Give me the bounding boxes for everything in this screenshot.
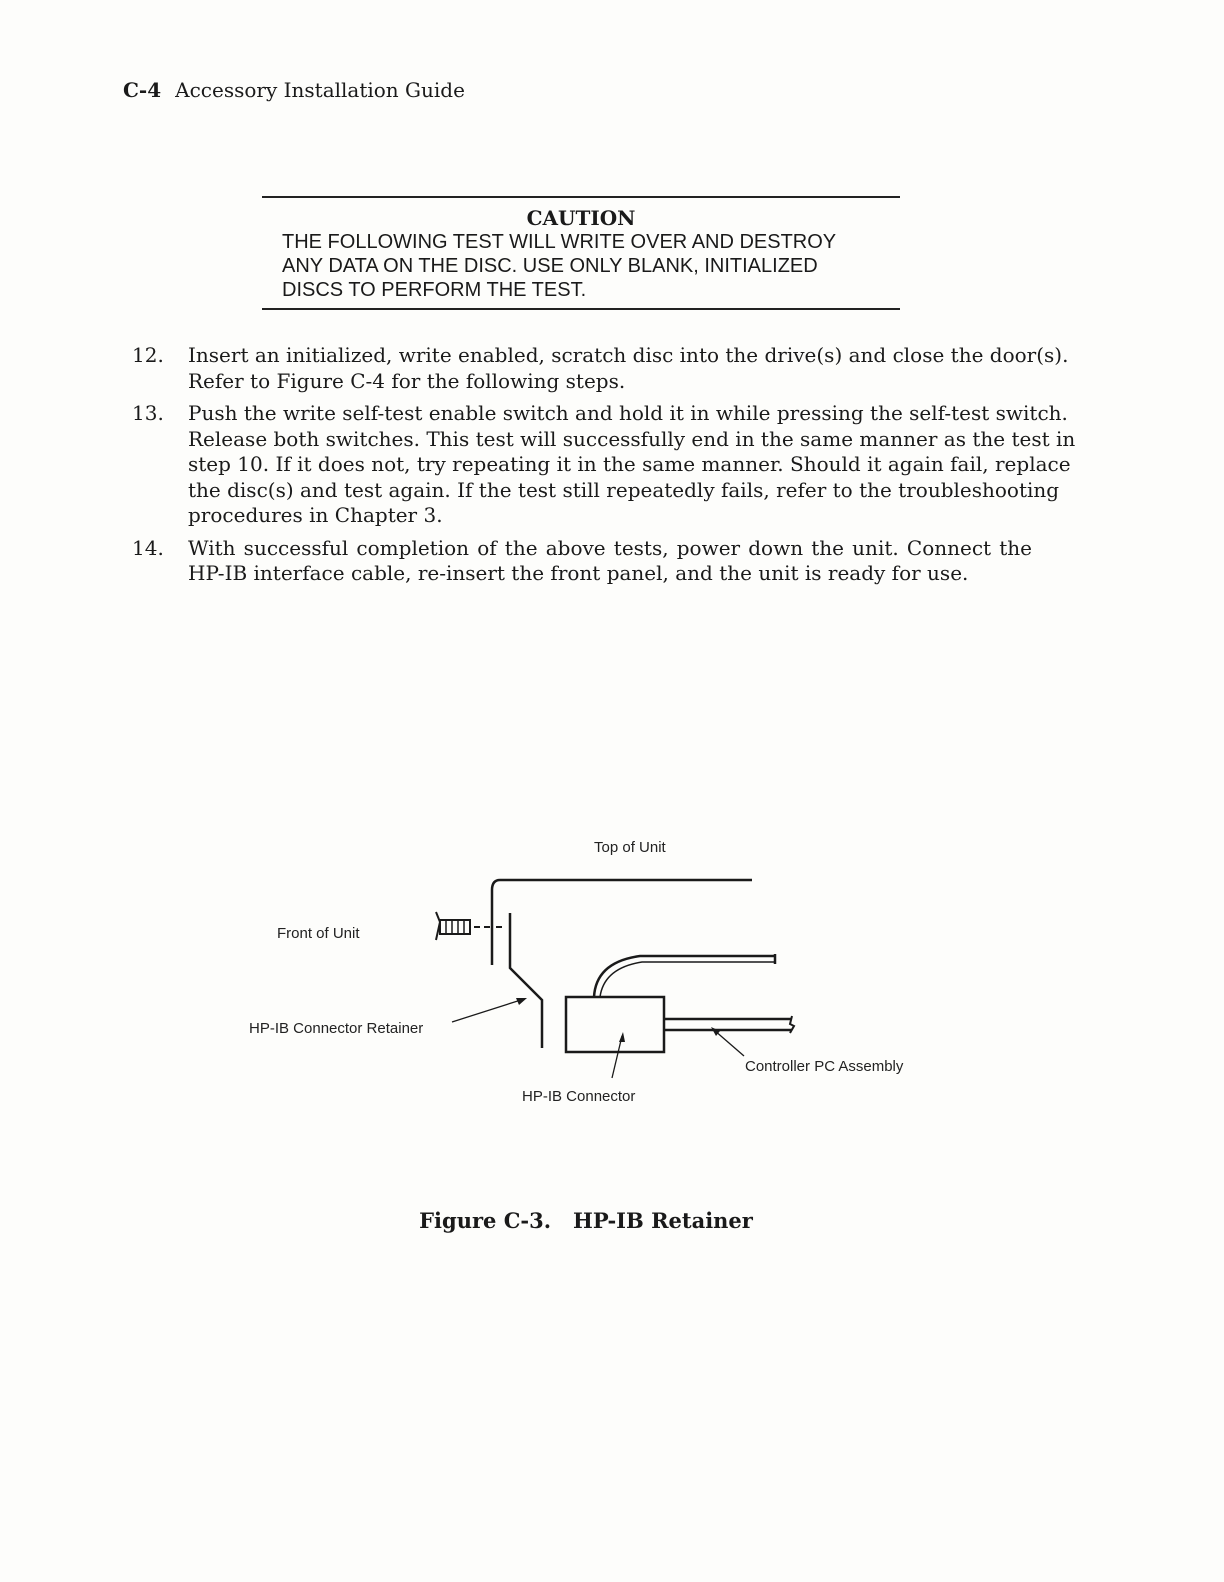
unit-top-panel: [492, 880, 752, 965]
caution-title: CAUTION: [526, 206, 636, 230]
caution-line: ANY DATA ON THE DISC. USE ONLY BLANK, INITIALIZED: [282, 255, 818, 277]
controller-pc-board: [664, 1019, 792, 1030]
step-line: step 10. If it does not, try repeating it in the same manner. Should it again fail, replace: [188, 452, 1071, 476]
header-title: Accessory Installation Guide: [175, 78, 465, 102]
label-top-of-unit: Top of Unit: [594, 839, 666, 856]
label-connector-retainer: HP-IB Connector Retainer: [249, 1020, 424, 1037]
label-front-of-unit: Front of Unit: [277, 925, 360, 942]
step-line: procedures in Chapter 3.: [188, 503, 443, 527]
step-line: Insert an initialized, write enabled, scratch disc into the drive(s) and close the door(s).: [188, 343, 1069, 367]
step-line: Refer to Figure C-4 for the following steps.: [188, 368, 626, 393]
connector-retainer-bracket: [510, 913, 542, 1048]
caution-line: THE FOLLOWING TEST WILL WRITE OVER AND DESTROY: [282, 231, 837, 253]
page-number: C-4: [123, 78, 162, 102]
step-line: Release both switches. This test will successfully end in the same manner as the test in: [188, 426, 1076, 451]
step-line: With successful completion of the above tests, power down the unit. Connect the: [188, 535, 1032, 560]
step-line: HP-IB interface cable, re-insert the front panel, and the unit is ready for use.: [188, 561, 969, 585]
step-number: 13.: [132, 401, 164, 425]
figure-caption: Figure C-3. HP-IB Retainer: [419, 1208, 753, 1233]
hpib-connector-block: [566, 997, 664, 1052]
step-line: the disc(s) and test again. If the test still repeatedly fails, refer to the troubleshooting: [188, 477, 1060, 502]
step-line: Push the write self-test enable switch and hold it in while pressing the self-test switch.: [188, 401, 1068, 425]
step-number: 12.: [132, 343, 164, 367]
label-hpib-connector: HP-IB Connector: [522, 1088, 636, 1105]
label-controller-pc: Controller PC Assembly: [745, 1058, 904, 1075]
step-number: 14.: [132, 535, 164, 560]
caution-line: DISCS TO PERFORM THE TEST.: [282, 279, 587, 301]
